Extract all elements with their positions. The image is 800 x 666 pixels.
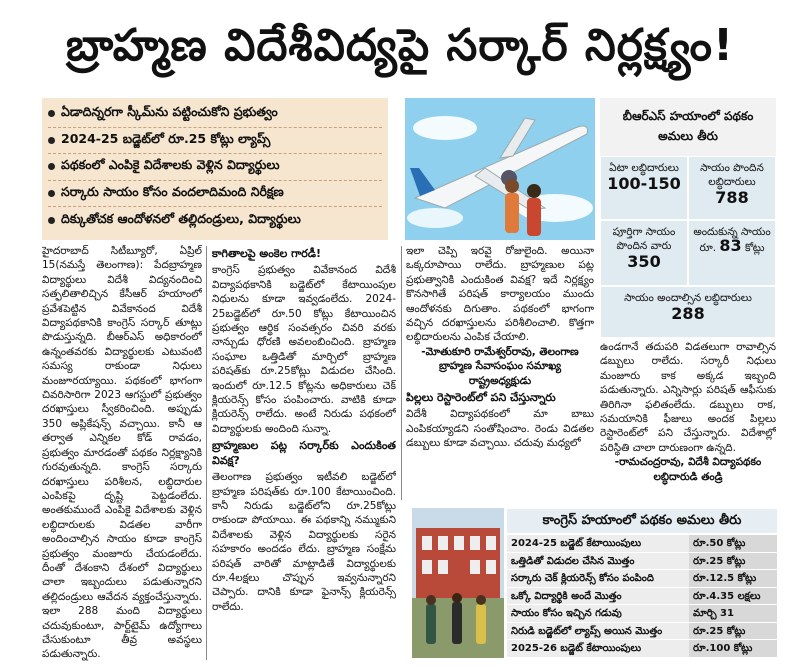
article-column-1: హైదరాబాద్ సిటీబ్యూరో, ఏప్రిల్ 15(నమస్తే తెలంగాణ): పేదబ్రాహ్మణ విద్యార్థులు విదేశీ విద్యనందించి సత్ఫలితాలిచ్చిన కేసీఆర్ హయాంలో ప్రవేశపెట్టిన వివేకానంద విదేశీ విద్యాపథకానికి కాంగ్రెస్ సర్కార్ తూట్లు పొడుస్తున్నది. బీఆర్‌ఎస్ అధికారంలో ఉన్నంతవరకు విద్యార్థులకు ఎటువంటి సమస్య రాకుండా నిధులు మంజూరయ్యాయి. పథకంలో భాగంగా చివరిసారిగా 2023 ఆగస్టులో ప్రభుత్వం దరఖాస్తులు స్వీకరించింది. అప్పుడు 350 అప్లికేషన్స్ వచ్చాయి. కానీ ఆ తర్వాత ఎన్నికల కోడ్ రావడం, ప్రభుత్వం మారడంతో పథకం నిర్లక్ష్యానికి గురవుతున్నది. కాంగ్రెస్ సర్కారు దరఖాస్తులు పరిశీలన, లబ్ధిదారుల ఎంపికపై దృష్టి పెట్టడంలేదు. అంతకుముందే ఎంపికై విదేశాలకు వెళ్లిన లబ్ధిదారులకు విడతల వారీగా అందించాల్సిన సాయం కూడా కాంగ్రెస్ ప్రభుత్వం మంజూరు చేయడంలేదు. దీంతో దేశంకాని దేశంలో విద్యార్థులు చాలా ఇబ్బందులు పడుతున్నారని తల్లిదండ్రులు ఆవేదన వ్యక్తంచేస్తున్నారు. ఇలా 288 మంది విద్యార్థులు చదువుకుంటూ, పార్ట్‌టైమ్ ఉద్యోగాలు చేసుకుంటూ తీవ్ర అవస్థలు పడుతున్నారు. [42,245,202,661]
article-column-3: ఇలా చెప్పి ఇరవై రోజులైంది. అయినా ఒక్కరూపాయి రాలేదు. బ్రాహ్మణుల పట్ల ప్రభుత్వానికి ఎందుకింత వివక్ష? ఇదే నిర్లక్ష్యం కొనసాగితే పరిషత్ కార్యాలయం ముందు ఆందోళనకు దిగుతాం. పథకంలో భాగంగా వచ్చిన దరఖాస్తులను పరిశీలించాలి. కొత్తగా లబ్ధిదారులను ఎంపిక చేయాలి. -మోతుకూరి రామేశ్వర్‌రావు, తెలంగాణ బ్రాహ్మణ సేవాసంఘం సమాఖ్య రాష్ట్రఅధ్యక్షుడు పిల్లలు రెస్టారెంట్‌లో పని చేస్తున్నారు విదేశీ విద్యాపథకంలో మా బాబు ఎంపికయ్యాడని సంతోషించాం. రెండు విడతల డబ్బులు కూడా వచ్చాయి. చదువు మధ్యలో [406,245,594,450]
column-divider [401,246,402,500]
stat-annual-beneficiaries: ఏటా లబ్ధిదారులు 100-150 [600,156,688,220]
bullet-dot-icon [48,190,55,197]
highlight-item: ఏడాదిన్నరగా స్కీమ్‌ను పట్టించుకోని ప్రభుత్వం [48,101,382,128]
table-row: 2024-25 బడ్జెట్ కేటాయింపులు రూ.50 కోట్లు [507,535,777,553]
bullet-dot-icon [48,163,55,170]
bullet-dot-icon [48,110,55,117]
column-divider [206,246,207,660]
brs-stats-panel [600,98,776,338]
table-row: ఒత్తిడితో విడుదల చేసిన మొత్తం రూ.25 కోట్లు [507,553,777,571]
table-row: ఒక్కో విద్యార్థికి అందే మొత్తం రూ.4.35 లక్షలు [507,588,777,606]
quote-signature: -రామచంద్రరావు, విదేశీ విద్యాపథకం లబ్ధిదారుడి తండ్రి [614,456,762,483]
stat-pending-beneficiaries: సాయం అందాల్సిన లబ్ధిదారులు 288 [600,286,776,338]
airplane-illustration [405,98,595,240]
highlights-box [42,98,388,240]
table-row: 2025-26 బడ్జెట్ కేటాయింపులు రూ.100 కోట్లు [507,640,777,658]
article-column-2: కాగితాలపై అంకెల గారడీ! కాంగ్రెస్ ప్రభుత్వం వివేకానంద విదేశీ విద్యాపథకానికి బడ్జెట్‌లో కేటాయింపుల నిధులను కూడా ఇవ్వడంలేదు. 2024-25బడ్జెట్‌లో రూ.50 కోట్లు కేటాయించిన ప్రభుత్వం ఆర్థిక సంవత్సరం చివరి వరకు నాన్చుడు ధోరణి అవలంబించింది. బ్రాహ్మణ సంఘాల ఒత్తిడితో మార్చిలో బ్రాహ్మణ పరిషత్‌కు రూ.25కోట్లు విడుదల చేసింది. ఇందులో రూ.12.5 కోట్లను అధికారులు చెక్ క్లియరెన్స్ కోసం పంపించారు. వాటికి కూడా క్లియరెన్స్ రాలేదు. అంటే నిరుడు పథకంలో విద్యార్థులకు అందింది సున్నా. బ్రాహ్మణుల పట్ల సర్కార్‌కు ఎందుకింత వివక్ష? తెలంగాణ ప్రభుత్వం ఇటీవలి బడ్జెట్‌లో బ్రాహ్మణ పరిషత్‌కు రూ.100 కేటాయించింది. కానీ నిరుడు బడ్జెట్‌లోని రూ.25కోట్లు రాకుండా పోయాయి. ఈ పథకాన్ని నమ్ముకుని విదేశాలకు వెళ్లిన విద్యార్థులకు సరైన సహకారం అందడం లేదు. బ్రాహ్మణ సంక్షేమ పరిషత్ వారితో మాట్లాడితే విద్యార్థులకు రూ.4లక్షలు చొప్పున ఇవ్వనున్నారని చెప్పారు. దానికి కూడా ఫైనాన్స్ క్లియరెన్స్ రాలేదు. [212,247,396,613]
highlight-item: దిక్కుతోచక ఆందోళనలో తల్లిదండ్రులు, విద్యార్థులు [48,207,382,234]
stat-aid-received: అందుకున్న సాయం రూ. 83 కోట్లు [688,220,776,286]
table-row: సర్కారు చెక్ క్లియరెన్స్ కోసం పంపింది రూ.12.5 కోట్లు [507,570,777,588]
congress-table-title: కాంగ్రెస్ హయాంలో పథకం అమలు తీరు [507,509,777,533]
bullet-dot-icon [48,137,55,144]
table-row: సాయం కోసం ఇచ్చిన గడువు మార్చి 31 [507,605,777,623]
stat-fully-aided: పూర్తిగా సాయం పొందిన వారు 350 [600,220,688,286]
highlight-item: పథకంలో ఎంపికై విదేశాలకు వెళ్లిన విద్యార్థులు [48,154,382,181]
highlight-item: సర్కారు సాయం కోసం వందలాదిమంది నిరీక్షణ [48,181,382,208]
stat-aided-beneficiaries: సాయం పొందిన లబ్ధిదారులు 788 [688,156,776,220]
article-column-4: ఉండగానే తదుపరి విడతలుగా రావాల్సిన డబ్బులు రాలేదు. సర్కారీ నిధులు మంజూరు కాక అక్కడ ఇబ్బంది పడుతున్నారు. ఎన్నిసార్లు పరిషత్ ఆఫీసుకు తిరిగినా ఫలితంలేదు. డబ్బులు రాక, సమయానికి ఫీజులు అందక పిల్లలు రెస్టారెంట్‌లో పని చేస్తున్నారు. విదేశాల్లో పరిస్థితి చాలా దారుణంగా ఉన్నది. -రామచంద్రరావు, విదేశీ విద్యాపథకం లబ్ధిదారుడి తండ్రి [600,341,776,483]
page-headline: బ్రాహ్మణ విదేశీవిద్యపై సర్కార్ నిర్లక్ష్యం! [65,20,735,71]
campus-photo [412,508,504,658]
stats-title: బీఆర్‌ఎస్ హయాంలో పథకం అమలు తీరు [622,109,754,143]
quote-signature: -మోతుకూరి రామేశ్వర్‌రావు, తెలంగాణ బ్రాహ్మణ సేవాసంఘం సమాఖ్య రాష్ట్రఅధ్యక్షుడు [421,345,579,387]
congress-scheme-table [507,535,777,658]
highlight-item: 2024-25 బడ్జెట్‌లో రూ.25 కోట్లు ల్యాప్స్ [48,128,382,155]
bullet-dot-icon [48,217,55,224]
table-row: నిరుడి బడ్జెట్‌లో ల్యాప్స్ అయిన మొత్తం రూ.25 కోట్లు [507,623,777,641]
